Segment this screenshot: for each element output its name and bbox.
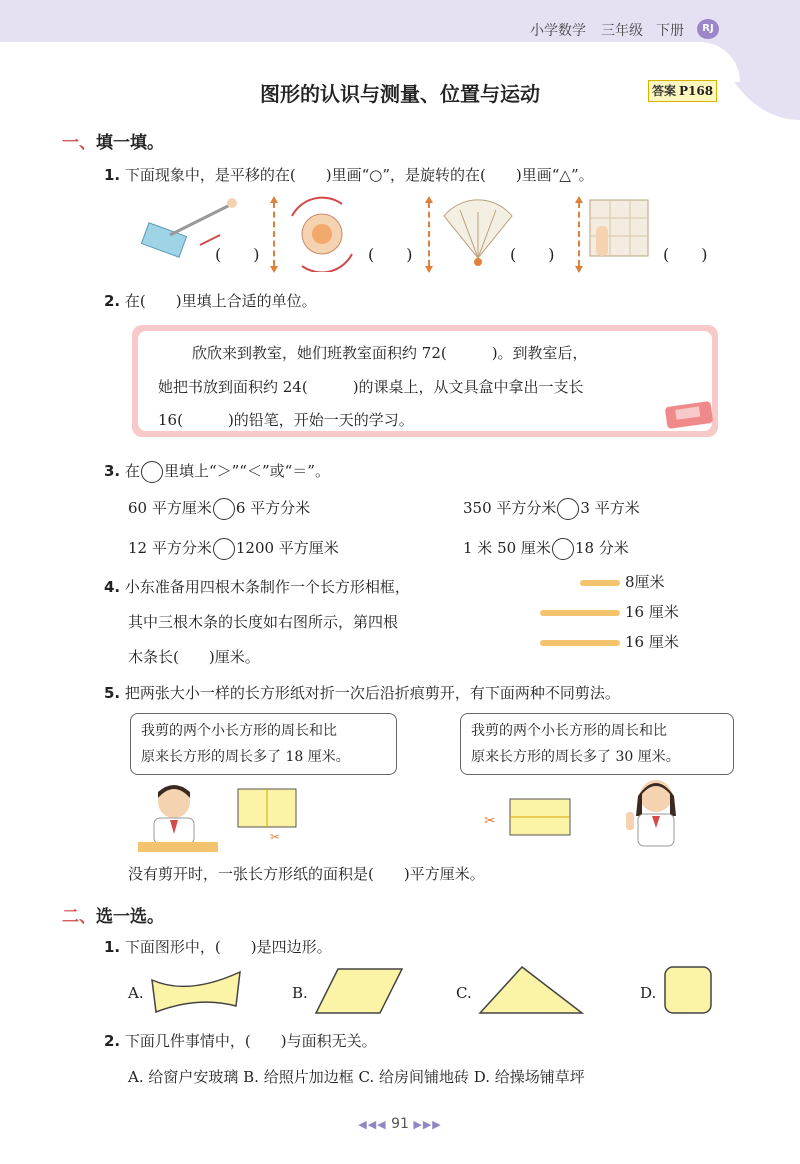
q2-paragraph-line1: 欣欣来到教室，她们班教室面积约 72( )。到教室后， — [192, 344, 588, 362]
q4-line3: 木条长( )厘米。 — [128, 648, 260, 666]
q3-number: 3. — [104, 462, 121, 480]
stick-2-label: 16 厘米 — [625, 603, 679, 621]
section1-heading — [62, 128, 164, 153]
q5-line — [104, 682, 620, 703]
section1-number: 一、 — [62, 133, 96, 153]
s2-q1-text: 下面图形中，( )是四边形。 — [124, 938, 332, 956]
q3-item-1-right: 6 平方分米 — [235, 499, 311, 517]
bubble1-line2: 原来长方形的周长多了 18 厘米。 — [141, 749, 350, 765]
answer-label: 答案 — [652, 84, 677, 98]
axis-bottom-marker — [425, 266, 433, 273]
q4-text-1: 小东准备用四根木条制作一个长方形相框， — [124, 578, 410, 596]
option-a-shape[interactable] — [148, 966, 244, 1016]
q4-line1 — [104, 576, 410, 597]
section2-number: 二、 — [62, 907, 96, 927]
compare-circle-icon — [141, 461, 163, 483]
axis-line — [428, 202, 430, 266]
q3-item-4-left: 1 米 50 厘米 — [463, 539, 551, 557]
q2-text: 在( )里填上合适的单位。 — [124, 292, 317, 310]
q1-text: 下面现象中，是平移的在( )里画“○”，是旋转的在( )里画“△”。 — [124, 166, 594, 184]
option-a-label[interactable]: A. — [128, 984, 144, 1002]
stick-2 — [540, 610, 620, 616]
stick-3-label: 16 厘米 — [625, 633, 679, 651]
q3-item-3-left: 12 平方分米 — [128, 539, 212, 557]
q3-item-4 — [463, 537, 629, 560]
q3-pre: 在 — [124, 462, 140, 480]
q3-item-3 — [128, 537, 339, 560]
q3-item-2-right: 3 平方米 — [580, 499, 640, 517]
axis-bottom-marker — [575, 266, 583, 273]
s2-q2-options: A. 给窗户安玻璃 B. 给照片加边框 C. 给房间铺地砖 D. 给操场铺草坪 — [128, 1068, 585, 1086]
q1-answer-1[interactable]: ( ) — [215, 245, 260, 264]
answer-tag[interactable] — [648, 80, 717, 102]
q5-question: 没有剪开时，一张长方形纸的面积是( )平方厘米。 — [128, 865, 485, 883]
bubble2-line2: 原来长方形的周长多了 30 厘米。 — [471, 749, 680, 765]
stick-1-label: 8厘米 — [625, 573, 665, 591]
stick-1 — [580, 580, 620, 586]
header-mask — [0, 42, 740, 82]
q3-answer-circle-3[interactable] — [213, 538, 235, 560]
section1-title: 填一填。 — [96, 133, 164, 153]
q3-item-2 — [463, 497, 640, 520]
q3-post: 里填上“＞”“＜”或“＝”。 — [163, 462, 330, 480]
axis-line — [273, 202, 275, 266]
option-d-label[interactable]: D. — [640, 984, 657, 1002]
next-arrows-icon: ▶▶▶ — [413, 1118, 442, 1131]
girl-illustration — [622, 772, 686, 850]
q3-answer-circle-1[interactable] — [213, 498, 235, 520]
s2-q2-text: 下面几件事情中，( )与面积无关。 — [124, 1032, 377, 1050]
eraser-illustration — [662, 398, 718, 432]
q1-line — [104, 164, 594, 185]
fan-illustration — [438, 196, 518, 270]
q3-item-1 — [128, 497, 310, 520]
stick-3 — [540, 640, 620, 646]
q3-item-1-left: 60 平方厘米 — [128, 499, 212, 517]
s2-q2-number: 2. — [104, 1032, 121, 1050]
bubble2-line1: 我剪的两个小长方形的周长和比 — [471, 723, 667, 739]
q3-item-4-right: 18 分米 — [574, 539, 629, 557]
axis-bottom-marker — [270, 266, 278, 273]
edition-badge: RJ — [697, 19, 719, 39]
header-grade: 三年级 — [601, 23, 643, 39]
q2-line — [104, 290, 317, 311]
q1-answer-2[interactable]: ( ) — [368, 245, 413, 264]
q1-answer-3[interactable]: ( ) — [510, 245, 555, 264]
q1-number: 1. — [104, 166, 121, 184]
header-volume: 下册 — [656, 23, 684, 39]
page-footer — [0, 1116, 800, 1132]
option-b-label[interactable]: B. — [292, 984, 308, 1002]
q4-number: 4. — [104, 578, 121, 596]
folded-paper-2 — [484, 797, 574, 841]
answer-page: P168 — [679, 84, 714, 98]
q3-answer-circle-2[interactable] — [557, 498, 579, 520]
section2-title: 选一选。 — [96, 907, 164, 927]
header-subject: 小学数学 — [530, 23, 586, 39]
option-b-shape[interactable] — [312, 966, 406, 1016]
option-c-shape[interactable] — [476, 964, 586, 1016]
svg-text:✂: ✂ — [484, 813, 496, 829]
touchscreen-illustration — [586, 196, 656, 262]
page-number: 91 — [391, 1116, 409, 1132]
prev-arrows-icon: ◀◀◀ — [358, 1118, 387, 1131]
axis-line — [578, 202, 580, 266]
speech-bubble-boy — [130, 713, 397, 775]
q3-line — [104, 460, 330, 483]
speech-bubble-girl — [460, 713, 734, 775]
q2-paragraph-line3: 16( )的铅笔，开始一天的学习。 — [158, 411, 414, 429]
q2-number: 2. — [104, 292, 121, 310]
svg-text:✂: ✂ — [270, 830, 281, 843]
page-title: 图形的认识与测量、位置与运动 — [260, 82, 540, 106]
s2-q1-number: 1. — [104, 938, 121, 956]
bubble1-line1: 我剪的两个小长方形的周长和比 — [141, 723, 337, 739]
section2-heading — [62, 902, 164, 927]
option-c-label[interactable]: C. — [456, 984, 472, 1002]
q3-item-3-right: 1200 平方厘米 — [235, 539, 339, 557]
q3-item-2-left: 350 平方分米 — [463, 499, 557, 517]
boy-illustration — [138, 780, 218, 854]
folded-paper-1 — [236, 787, 300, 843]
q1-answer-4[interactable]: ( ) — [663, 245, 708, 264]
option-d-shape[interactable] — [662, 964, 714, 1016]
q4-line2: 其中三根木条的长度如右图所示，第四根 — [128, 613, 399, 631]
q5-number: 5. — [104, 684, 121, 702]
s2-q1-line — [104, 936, 332, 957]
jar-lid-illustration — [282, 196, 362, 272]
q2-paragraph-line2: 她把书放到面积约 24( )的课桌上，从文具盒中拿出一支长 — [158, 378, 584, 396]
q5-text: 把两张大小一样的长方形纸对折一次后沿折痕剪开，有下面两种不同剪法。 — [124, 684, 620, 702]
q3-answer-circle-4[interactable] — [552, 538, 574, 560]
s2-q2-line — [104, 1030, 377, 1051]
